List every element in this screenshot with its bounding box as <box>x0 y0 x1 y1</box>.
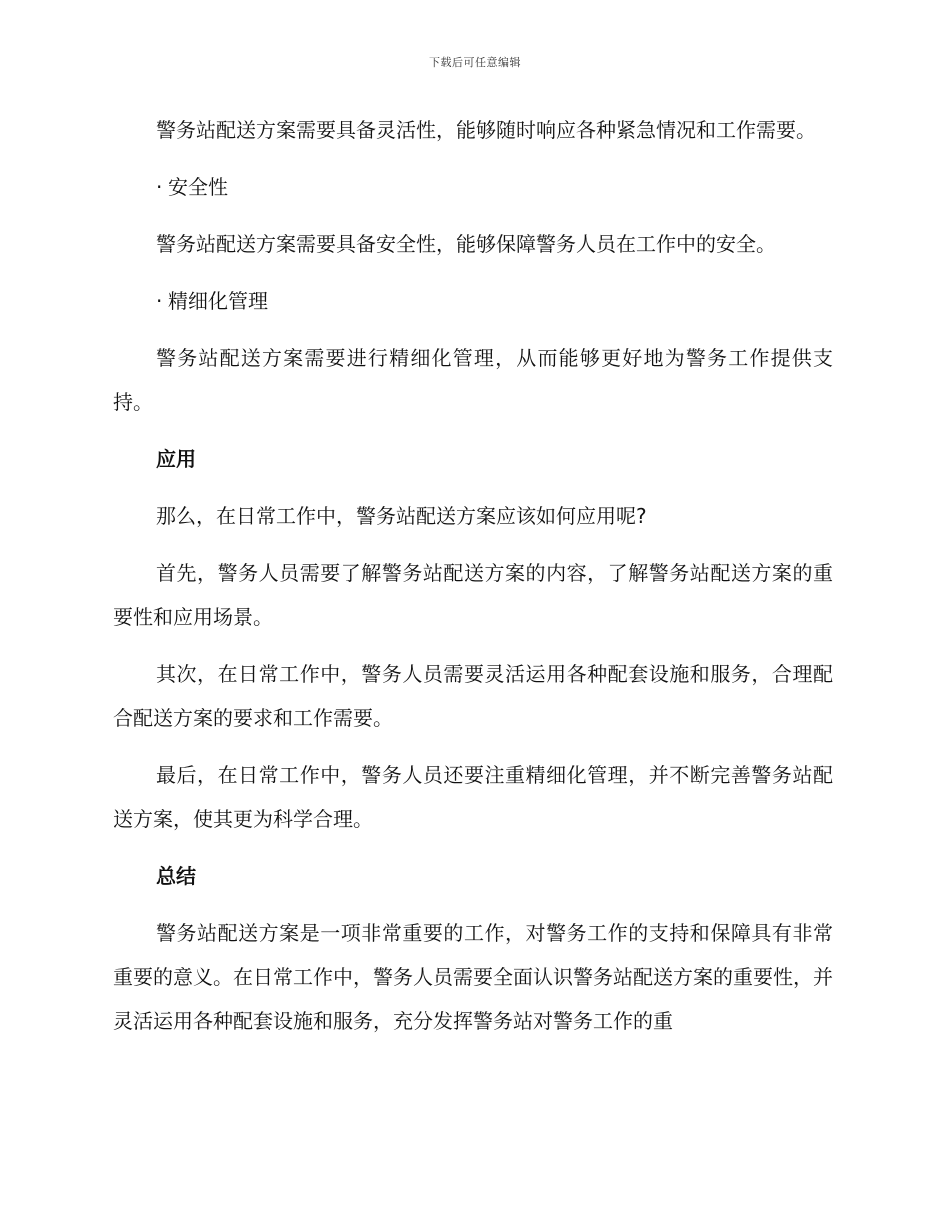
bullet-dot-icon: · <box>156 289 163 313</box>
paragraph-application-last: 最后，在日常工作中，警务人员还要注重精细化管理，并不断完善警务站配送方案，使其更为科学合理。 <box>113 763 833 831</box>
paragraph-flexibility: 警务站配送方案需要具备灵活性，能够随时响应各种紧急情况和工作需要。 <box>156 118 816 142</box>
bullet-label-safety: 安全性 <box>168 175 228 199</box>
page-header-note: 下载后可任意编辑 <box>429 56 521 69</box>
bullet-item-refined-management <box>113 279 833 323</box>
bullet-item-safety <box>113 165 833 209</box>
bullet-label-refined-management: 精细化管理 <box>168 289 268 313</box>
section-heading-application: 应用 <box>156 447 196 471</box>
paragraph-refined-management: 警务站配送方案需要进行精细化管理，从而能够更好地为警务工作提供支持。 <box>113 346 833 414</box>
paragraph-application-question: 那么，在日常工作中，警务站配送方案应该如何应用呢? <box>156 504 647 528</box>
bullet-dot-icon: · <box>156 175 163 199</box>
paragraph-application-second: 其次，在日常工作中，警务人员需要灵活运用各种配套设施和服务，合理配合配送方案的要求和工作需要。 <box>113 662 833 730</box>
paragraph-safety: 警务站配送方案需要具备安全性，能够保障警务人员在工作中的安全。 <box>156 232 776 256</box>
paragraph-summary: 警务站配送方案是一项非常重要的工作，对警务工作的支持和保障具有非常重要的意义。在日常工作中，警务人员需要全面认识警务站配送方案的重要性，并灵活运用各种配套设施和服务，充分发挥警务站对警务工作的重 <box>113 921 833 1033</box>
document-body <box>113 108 833 1056</box>
paragraph-application-first: 首先，警务人员需要了解警务站配送方案的内容，了解警务站配送方案的重要性和应用场景。 <box>113 561 833 629</box>
section-heading-summary: 总结 <box>156 864 196 888</box>
